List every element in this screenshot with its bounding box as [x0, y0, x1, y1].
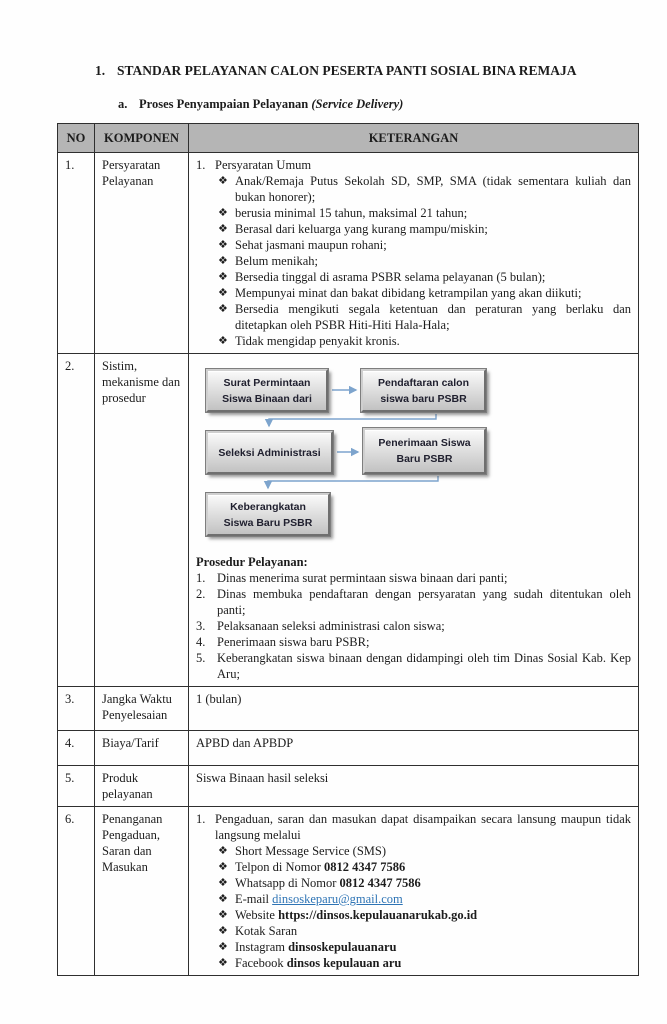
bullet-item	[218, 301, 631, 333]
contact-text: Kotak Saran	[235, 924, 298, 938]
komponen-cell: Penanganan Pengaduan, Saran dan Masukan	[95, 807, 189, 976]
diamond-bullet-icon: ❖	[218, 845, 228, 857]
procedure-step	[196, 570, 631, 586]
bullet-item	[218, 269, 631, 285]
komponen-cell: Produk pelayanan	[95, 766, 189, 807]
table-row-jangka-waktu	[58, 687, 639, 731]
subheading-main: Proses Penyampaian Pelayanan	[139, 97, 309, 111]
list-number: 1.	[196, 158, 206, 172]
numbered-item	[196, 157, 631, 173]
heading-number: 1.	[95, 63, 106, 78]
bullet-text: Sehat jasmani maupun rohani;	[235, 238, 387, 252]
step-text: Keberangkatan siswa binaan dengan didampingi oleh tim Dinas Sosial Kab. Kep Aru;	[217, 651, 631, 681]
instagram-handle: dinsoskepulauanaru	[288, 940, 397, 954]
website-url: https://dinsos.kepulauanarukab.go.id	[278, 908, 478, 922]
keterangan-cell	[189, 807, 639, 976]
diamond-bullet-icon: ❖	[218, 255, 228, 267]
keterangan-cell: APBD dan APBDP	[189, 731, 639, 766]
document-subtitle	[118, 96, 667, 112]
row-number: 2.	[58, 354, 95, 687]
bullet-item	[218, 173, 631, 205]
step-number: 3.	[196, 619, 206, 633]
step-number: 2.	[196, 587, 206, 601]
contact-channel-list	[218, 843, 631, 971]
keterangan-cell: 1 (bulan)	[189, 687, 639, 731]
contact-text: Short Message Service (SMS)	[235, 844, 387, 858]
step-text: Penerimaan siswa baru PSBR;	[217, 635, 370, 649]
diamond-bullet-icon: ❖	[218, 223, 228, 235]
step-number: 4.	[196, 635, 206, 649]
procedure-step	[196, 650, 631, 682]
bullet-item	[218, 237, 631, 253]
contact-item-telpon	[218, 859, 631, 875]
step-text: Dinas menerima surat permintaan siswa binaan dari panti;	[217, 571, 508, 585]
keterangan-cell	[189, 354, 639, 687]
procedure-steps	[196, 570, 631, 682]
diamond-bullet-icon: ❖	[218, 207, 228, 219]
table-row-biaya	[58, 731, 639, 766]
flowchart-diagram	[196, 361, 631, 547]
diamond-bullet-icon: ❖	[218, 893, 228, 905]
flowchart-box-pendaftaran: Pendaftaran calon siswa baru PSBR	[361, 369, 486, 412]
column-header-no: NO	[58, 124, 95, 153]
email-link[interactable]: dinsoskeparu@gmail.com	[272, 892, 403, 906]
document-title	[95, 62, 667, 79]
keterangan-cell: Siswa Binaan hasil seleksi	[189, 766, 639, 807]
bullet-text: Bersedia mengikuti segala ketentuan dan peraturan yang berlaku dan ditetapkan oleh PSBR Hiti-Hiti Hala-Hala;	[235, 302, 631, 332]
contact-text: E-mail dinsoskeparu@gmail.com	[235, 892, 403, 906]
list-number: 1.	[196, 812, 206, 826]
diamond-bullet-icon: ❖	[218, 303, 228, 315]
table-row-prosedur	[58, 354, 639, 687]
bullet-item	[218, 285, 631, 301]
flowchart-box-seleksi-administrasi: Seleksi Administrasi	[206, 431, 333, 474]
diamond-bullet-icon: ❖	[218, 271, 228, 283]
column-header-keterangan: KETERANGAN	[189, 124, 639, 153]
subheading-italic: (Service Delivery)	[311, 97, 404, 111]
numbered-item	[196, 811, 631, 843]
contact-item-kotak-saran	[218, 923, 631, 939]
contact-text: Facebook dinsos kepulauan aru	[235, 956, 402, 970]
subheading-letter: a.	[118, 97, 128, 111]
contact-item-whatsapp	[218, 875, 631, 891]
diamond-bullet-icon: ❖	[218, 909, 228, 921]
contact-text: Telpon di Nomor 0812 4347 7586	[235, 860, 406, 874]
row-number: 1.	[58, 153, 95, 354]
list-text: Persyaratan Umum	[215, 158, 312, 172]
bullet-item	[218, 221, 631, 237]
contact-item-website	[218, 907, 631, 923]
bullet-text: Belum menikah;	[235, 254, 318, 268]
step-number: 1.	[196, 571, 206, 585]
bullet-text: Bersedia tinggal di asrama PSBR selama pelayanan (5 bulan);	[235, 270, 546, 284]
contact-item-instagram	[218, 939, 631, 955]
bullet-text: Mempunyai minat dan bakat dibidang ketrampilan yang akan diikuti;	[235, 286, 582, 300]
bullet-item	[218, 253, 631, 269]
diamond-bullet-icon: ❖	[218, 287, 228, 299]
diamond-bullet-icon: ❖	[218, 877, 228, 889]
komponen-cell: Jangka Waktu Penyelesaian	[95, 687, 189, 731]
contact-text: Instagram dinsoskepulauanaru	[235, 940, 397, 954]
keterangan-cell	[189, 153, 639, 354]
step-text: Pelaksanaan seleksi administrasi calon siswa;	[217, 619, 445, 633]
procedure-step	[196, 618, 631, 634]
step-text: Dinas membuka pendaftaran dengan persyaratan yang sudah ditentukan oleh panti;	[217, 587, 631, 617]
phone-number: 0812 4347 7586	[324, 860, 406, 874]
step-number: 5.	[196, 651, 206, 665]
flowchart-box-surat-permintaan: Surat Permintaan Siswa Binaan dari	[206, 369, 328, 412]
diamond-bullet-icon: ❖	[218, 861, 228, 873]
bullet-item	[218, 333, 631, 349]
row-number: 3.	[58, 687, 95, 731]
column-header-komponen: KOMPONEN	[95, 124, 189, 153]
diamond-bullet-icon: ❖	[218, 957, 228, 969]
procedure-step	[196, 586, 631, 618]
bullet-text: Berasal dari keluarga yang kurang mampu/miskin;	[235, 222, 488, 236]
flowchart-box-penerimaan: Penerimaan Siswa Baru PSBR	[363, 428, 486, 474]
flowchart-box-keberangkatan: Keberangkatan Siswa Baru PSBR	[206, 493, 330, 536]
contact-text: Website https://dinsos.kepulauanarukab.go.id	[235, 908, 478, 922]
diamond-bullet-icon: ❖	[218, 925, 228, 937]
table-header-row	[58, 124, 639, 153]
contact-item-facebook	[218, 955, 631, 971]
diamond-bullet-icon: ❖	[218, 239, 228, 251]
diamond-bullet-icon: ❖	[218, 941, 228, 953]
whatsapp-number: 0812 4347 7586	[339, 876, 421, 890]
row-number: 6.	[58, 807, 95, 976]
requirement-list	[218, 173, 631, 349]
table-row-produk	[58, 766, 639, 807]
facebook-handle: dinsos kepulauan aru	[286, 956, 402, 970]
row-number: 5.	[58, 766, 95, 807]
table-row-persyaratan	[58, 153, 639, 354]
komponen-cell: Biaya/Tarif	[95, 731, 189, 766]
contact-item-sms	[218, 843, 631, 859]
service-standard-table	[57, 123, 639, 976]
table-row-pengaduan	[58, 807, 639, 976]
bullet-text: berusia minimal 15 tahun, maksimal 21 tahun;	[235, 206, 468, 220]
bullet-text: Anak/Remaja Putus Sekolah SD, SMP, SMA (tidak sementara kuliah dan bukan honorer);	[235, 174, 631, 204]
komponen-cell: Sistim, mekanisme dan prosedur	[95, 354, 189, 687]
bullet-item	[218, 205, 631, 221]
row-number: 4.	[58, 731, 95, 766]
procedure-title: Prosedur Pelayanan:	[196, 555, 308, 569]
heading-text: STANDAR PELAYANAN CALON PESERTA PANTI SOSIAL BINA REMAJA	[117, 63, 577, 78]
contact-item-email	[218, 891, 631, 907]
diamond-bullet-icon: ❖	[218, 175, 228, 187]
bullet-text: Tidak mengidap penyakit kronis.	[235, 334, 400, 348]
komponen-cell: Persyaratan Pelayanan	[95, 153, 189, 354]
list-text: Pengaduan, saran dan masukan dapat disampaikan secara lansung maupun tidak langsung melalui	[215, 812, 631, 842]
contact-text: Whatsapp di Nomor 0812 4347 7586	[235, 876, 421, 890]
procedure-step	[196, 634, 631, 650]
subheading-text	[139, 96, 403, 112]
diamond-bullet-icon: ❖	[218, 335, 228, 347]
